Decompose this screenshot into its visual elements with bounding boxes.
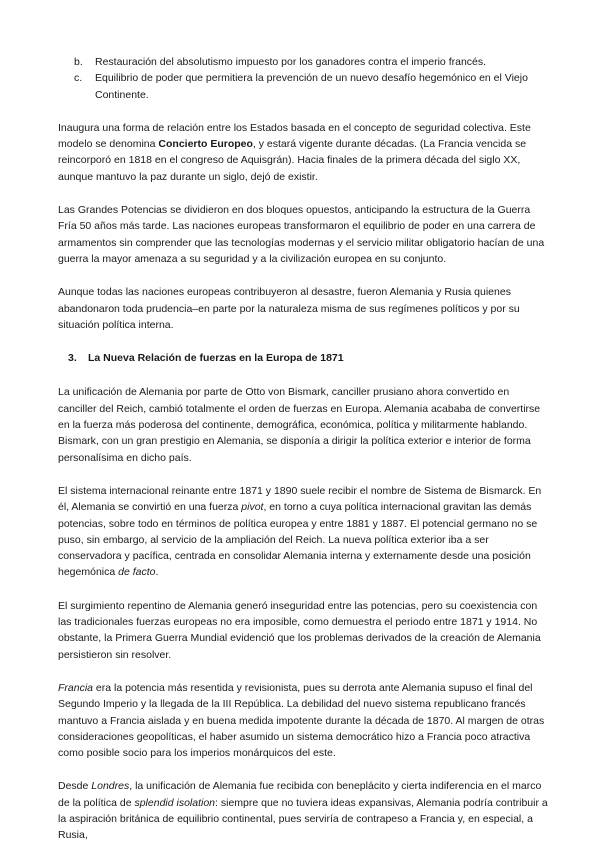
paragraph-londres [58,778,548,843]
paragraph-surgimiento: El surgimiento repentino de Alemania generó inseguridad entre las potencias, pero su coexistencia con las tradicionales fuerzas europeas no era imposible, como demuestra el periodo entre 1871 y 1914. No obstante, la Primera Guerra Mundial evidenció que los problemas derivados de la creación de Alemania persistieron sin resolver. [58,599,541,661]
paragraph-alemania-rusia: Aunque todas las naciones europeas contribuyeron al desastre, fueron Alemania y Rusia quienes abandonaron toda prudencia–en parte por la naturaleza misma de sus regímenes políticos y por su situación política interna. [58,286,520,331]
section-heading [58,350,548,366]
italic-term: Francia [58,681,94,694]
italic-term: de facto [118,566,156,579]
text-run: Inaugura una forma de relación entre los Estados basada en el concepto de seguridad colectiva. Este modelo se denomina [58,121,531,151]
text-run: : siempre que no tuviera ideas expansivas, Alemania podría contribuir a la aspiración británica de equilibrio continental, pues serviría de contrapeso a Francia y, en especial, a Rusia, [58,796,548,842]
paragraph-bloques: Las Grandes Potencias se dividieron en dos bloques opuestos, anticipando la estructura de la Guerra Fría 50 años más tarde. Las naciones europeas transformaron el equilibrio de poder en una carrera de armamentos sin comprender que las tecnologías modernas y el servicio militar obligatorio hacían de una guerra la mayor amenaza a su seguridad y a la civilización europea en su conjunto. [58,204,545,265]
paragraph-unificacion: La unificación de Alemania por parte de Otto von Bismark, canciller prusiano ahora convertido en canciller del Reich, cambió totalmente el orden de fuerzas en Europa. Alemania acababa de convertirse en la fuerza más poderosa del continente, demográfica, económica, política y militarmente hablando. Bismark, con un gran prestigio en Alemania, se disponía a dirigir la política exterior e interior de forma personalísima en dicho país. [58,386,541,464]
document-page [58,54,548,861]
list-marker: c. [74,72,83,85]
text-run: . [155,566,159,579]
text-run: El sistema internacional reinante entre 1871 y 1890 suele recibir el nombre de Sistema de Bismarck. En él, Alemania se convirtió en una fuerza [58,484,542,514]
list-item-text: Restauración del absolutismo impuesto por los ganadores contra el imperio francés. [95,56,487,68]
italic-term: Londres [91,780,130,793]
list-item-text: Equilibrio de poder que permitiera la prevención de un nuevo desafío hegemónico en el Viejo Continente. [95,72,528,101]
ordered-list [58,54,548,103]
text-run: era la potencia más resentida y revisionista, pues su derrota ante Alemania supuso el final del Segundo Imperio y la llegada de la III República. La debilidad del nuevo sistema republicano francés mantuvo a Francia aislada y en buena medida impotente durante la década de 1870. Al margen de otras consideraciones geopolíticas, el haber asumido un sistema democrático hizo a Francia poco atractiva como posible socio para los imperios monárquicos del este. [58,681,545,760]
paragraph-francia [58,680,548,761]
text-run: , y estará vigente durante décadas. (La Francia vencida se reincorporó en 1818 en el congreso de Aquisgrán). Hacia finales de la primera década del siglo XX, aunque mantuvo la paz durante un siglo, dejó de existir. [58,138,527,183]
text-run: , la unificación de Alemania fue recibida con beneplácito y cierta indiferencia en el marco de la política de [58,780,542,809]
text-run: Desde [58,780,92,793]
italic-term: pivot [241,501,264,514]
italic-term: splendid isolation [134,796,216,809]
heading-text: La Nueva Relación de fuerzas en la Europa de 1871 [88,352,344,365]
heading-number: 3. [68,352,77,365]
paragraph-sistema-bismarck [58,483,548,581]
bold-term: Concierto Europeo [158,138,253,151]
list-marker: b. [74,56,83,68]
text-run: , en torno a cuya política internacional gravitan las demás potencias, sobre todo en términos de política europea y entre 1881 y 1887. El potencial germano no se puso, sin embargo, al servicio de la ampliación del Reich. La nueva política exterior iba a ser conservadora y pacífica, centrada en consolidar Alemania interna y externamente desde una posición hegemónica [58,501,538,579]
paragraph-concierto [58,120,548,185]
list-item [58,54,548,70]
list-item [58,70,548,103]
